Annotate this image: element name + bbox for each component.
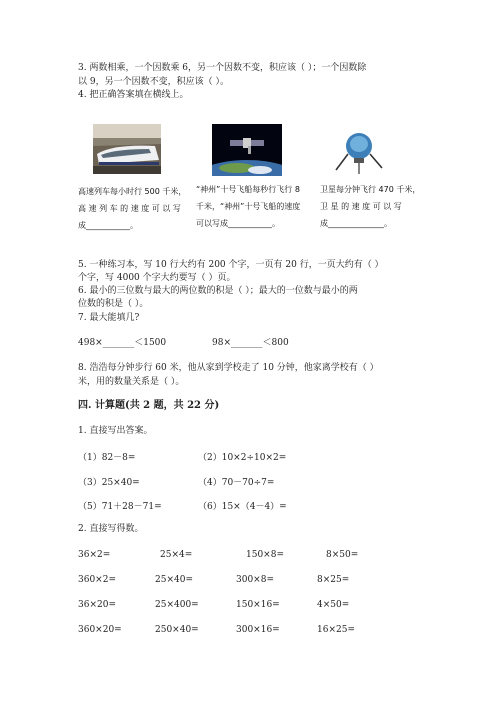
calc-item: （4）70－70÷7= [198, 478, 275, 488]
q5-line2: 个字，写 4000 个字大约要写（ ）页。 [78, 273, 236, 283]
caption-spacecraft-2: 千米，“神州”十号飞船的速度 [196, 202, 301, 211]
part2-title: 2. 直接写得数。 [78, 524, 144, 534]
mental-math-item: 25×400= [155, 600, 199, 610]
mental-math-item: 8×25= [317, 575, 350, 585]
mental-math-item: 25×4= [160, 550, 193, 560]
caption-satellite-1: 卫星每分钟飞行 470 千米， [320, 185, 421, 194]
mental-math-item: 300×16= [236, 625, 280, 635]
section-heading: 四. 计算题(共 2 题，共 22 分) [78, 400, 220, 411]
q7-expr2: 98×_______＜800 [212, 338, 289, 348]
mental-math-item: 300×8= [236, 575, 274, 585]
q7-expr1: 498×_______＜1500 [78, 338, 167, 348]
q8-line1: 8. 浩浩每分钟步行 60 米，他从家到学校走了 10 分钟，他家离学校有（ ） [78, 363, 379, 373]
caption-train-1: 高速列车每小时行 500 千米， [78, 187, 187, 196]
caption-satellite-3: 成______________。 [320, 219, 392, 228]
mental-math-item: 360×20= [78, 625, 122, 635]
calc-item: （3）25×40= [78, 478, 140, 488]
caption-spacecraft-3: 可以写成___________。 [196, 219, 280, 228]
q6-line2: 位数的积是（ ）。 [78, 299, 149, 309]
calc-item: （2）10×2÷10×2= [198, 453, 287, 463]
calc-item: （1）82－8= [78, 453, 136, 463]
mental-math-item: 36×20= [78, 600, 116, 610]
mental-math-item: 16×25= [317, 625, 355, 635]
spacecraft-image [212, 124, 282, 176]
caption-train-3: 成___________。 [78, 221, 138, 230]
mental-math-item: 150×16= [236, 600, 280, 610]
q7-title: 7. 最大能填几? [78, 313, 140, 323]
satellite-image [332, 124, 386, 178]
q4-title: 4. 把正确答案填在横线上。 [78, 90, 189, 100]
calc-item: （6）15×（4－4）= [198, 502, 287, 512]
q3-line2: 以 9，另一个因数不变，积应该（ ）。 [78, 77, 229, 87]
q6-line1: 6. 最小的三位数与最大的两位数的积是（ ）；最大的一位数与最小的两 [78, 286, 358, 296]
mental-math-item: 4×50= [317, 600, 350, 610]
mental-math-item: 36×2= [78, 550, 111, 560]
caption-train-2: 高 速 列 车 的 速 度 可 以 写 [78, 204, 181, 213]
mental-math-item: 25×40= [155, 575, 193, 585]
mental-math-item: 360×2= [78, 575, 116, 585]
part1-title: 1. 直接写出答案。 [78, 426, 153, 436]
caption-spacecraft-1: “神州”十号飞船每秒行飞行 8 [196, 185, 300, 194]
caption-satellite-2: 卫 星 的 速 度 可 以 写 [320, 202, 402, 211]
mental-math-item: 8×50= [326, 550, 359, 560]
q5-line1: 5. 一种练习本，写 10 行大约有 200 个字，一页有 20 行，一页大约有（ ） [78, 260, 384, 270]
q8-line2: 米，用的数量关系是（ ）。 [78, 377, 185, 387]
train-image [93, 124, 161, 174]
mental-math-item: 250×40= [155, 625, 199, 635]
q3-line1: 3. 两数相乘，一个因数乘 6，另一个因数不变，积应该（ ）；一个因数除 [78, 63, 367, 73]
mental-math-item: 150×8= [246, 550, 284, 560]
calc-item: （5）71＋28－71= [78, 502, 162, 512]
